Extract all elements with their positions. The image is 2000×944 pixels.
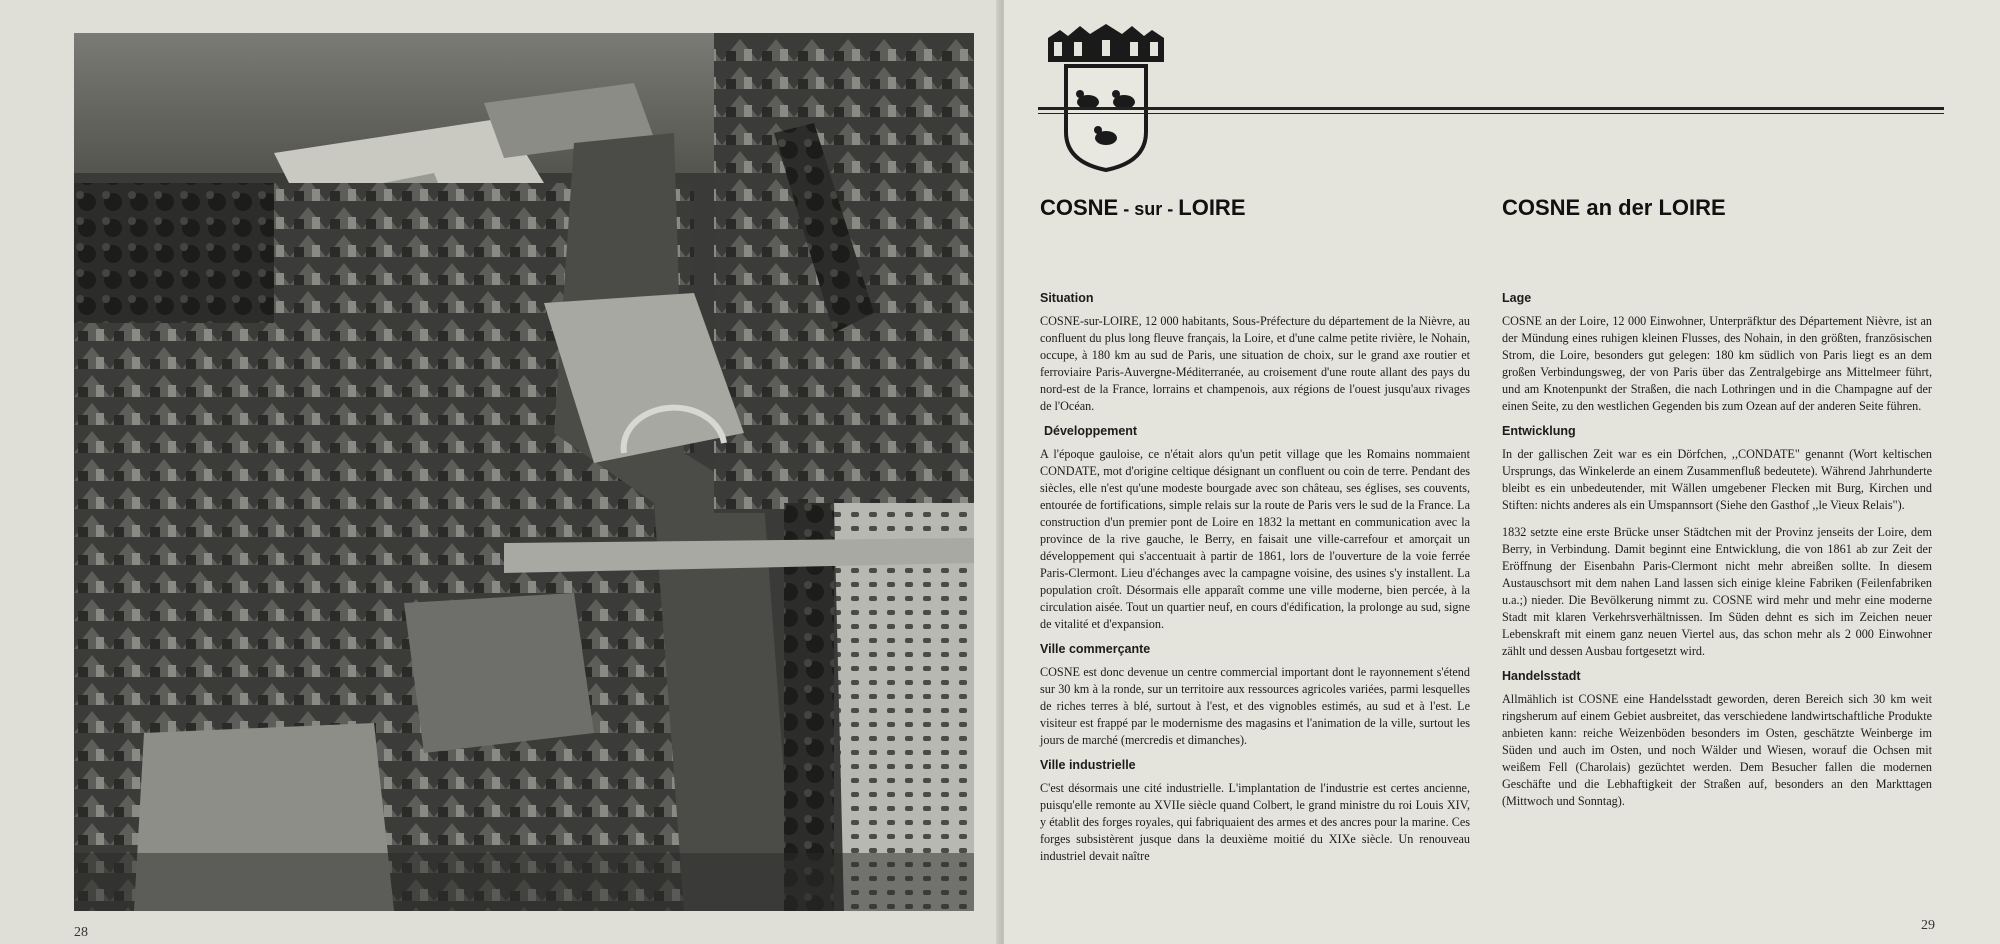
section-heading: Situation xyxy=(1040,291,1094,305)
paragraph: COSNE an der Loire, 12 000 Einwohner, Unterpräfktur des Département Nièvre, ist an der Mündung eines ruhigen kleinen Flusses, des Nohain, in den größten, französischen Strom, die Loire, besonders gut gelegen: 180 km südlich von Paris liegt es an dem großen Verbindungsweg, der von Paris über das Zentralgebirge ans Mittelmeer führt, und am Knotenpunkt der Straßen, die nach Lothringen und in die Champagne auf der einen Seite, zu den westlichen Gegenden bis zum Ozean auf der anderen Seite führen. xyxy=(1502,314,1932,413)
section-heading: Ville industrielle xyxy=(1040,758,1136,772)
title-separator: - xyxy=(1118,199,1135,219)
paragraph: C'est désormais une cité industrielle. L'implantation de l'industrie est certes ancienne, puisqu'elle remonte au XVIIe siècle quand Colbert, le grand ministre du roi Louis XIV, y établit des forges royales, qui fabriquaient des armes et des ancres pour la marine. Ces forges subsistèrent jusque dans la deuxième moitié du XIXe siècle. Un renouveau industriel devait naître xyxy=(1040,781,1470,863)
coat-of-arms-icon xyxy=(1040,22,1172,174)
section-heading: Ville commerçante xyxy=(1040,642,1151,656)
header-rule-thin xyxy=(1038,113,1944,114)
french-column xyxy=(1040,290,1470,873)
german-column xyxy=(1502,290,1932,818)
title-loire: LOIRE xyxy=(1178,195,1246,220)
aerial-photo xyxy=(74,33,974,911)
page-number-right: 29 xyxy=(1921,918,1935,933)
paragraph: 1832 setzte eine erste Brücke unser Städtchen mit der Provinz jenseits der Loire, dem Berry, in Verbindung. Damit beginnt eine Entwicklung, die von 1861 ab zur Zeit der Eröffnung der Eisenbahn Paris-Clermont nicht mehr abreißen sollte. In diesem Austauschsort mit dem nahen Land lassen sich einige kleine Fabriken (Feilenfabriken u.a.;) nieder. Die Bevölkerung nimmt zu. COSNE wird mehr und mehr eine moderne Stadt mit klaren Verkehrsverhältnissen. Im Süden dehnt es sich im Zeichen neuer Lebenskraft mit einem ganz neuen Viertel aus, das schon mehr als 2 000 Einwohner zählt und dessen Ausbau fortgesetzt wird. xyxy=(1502,525,1932,658)
page-number-left: 28 xyxy=(74,925,88,940)
paragraph: COSNE-sur-LOIRE, 12 000 habitants, Sous-Préfecture du département de la Nièvre, au confluent du plus long fleuve français, la Loire, et d'une calme petite rivière, le Nohain, occupe, à 180 km au sud de Paris, une situation de choix, sur le grand axe routier et ferroviaire Paris-Auvergne-Méditerranée, au croisement d'une route allant des pays du nord-est de la France, lorrains et champenois, aux régions de l'ouest jusqu'aux rivages de l'Océan. xyxy=(1040,314,1470,413)
section-heading: Handelsstadt xyxy=(1502,669,1581,683)
paragraph: A l'époque gauloise, ce n'était alors qu'un petit village que les Romains nommaient CONDATE, mot d'origine celtique désignant un confluent ou coin de terre. Pendant des siècles, elle n'est qu'une modeste bourgade avec son château, ses églises, ses couvents, entourée de fortifications, simple relais sur la route de Paris vers le sud de la France. La construction d'un premier pont de Loire en 1832 la mettant en communication avec la province de la rive gauche, le Berry, en faisait une ville-carrefour et amorçait un développement qui s'accentuait à partir de 1861, lors de l'ouverture de la voie ferrée Paris-Clermont. Lieu d'échanges avec la campagne voisine, des usines s'y installent. La population croît. Désormais elle apparaît comme une ville moderne, bien percée, à la circulation aisée. Tout un quartier neuf, en cours d'édification, la prolonge au sud, signe de vitalité et d'expansion. xyxy=(1040,447,1470,631)
title-sur: sur xyxy=(1134,199,1163,219)
french-title xyxy=(1040,195,1246,221)
section-heading: Lage xyxy=(1502,291,1532,305)
section-heading: Entwicklung xyxy=(1502,424,1576,438)
paragraph: In der gallischen Zeit war es ein Dörfchen, ,,CONDATE" genannt (Wort keltischen Ursprungs, das Winkelerde an einem Zusammenfluß bedeutete). Während Jahrhunderte bleibt es ein unbedeutender, mit Wällen umgebener Flecken mit Burg, Kirchen und Stiften: nichts anderes als ein Umspannsort (Siehe den Gasthof ,,le Vieux Relais"). xyxy=(1502,447,1932,512)
german-title: COSNE an der LOIRE xyxy=(1502,195,1726,220)
title-separator: - xyxy=(1162,199,1179,219)
title-cosne: COSNE xyxy=(1040,195,1119,220)
paragraph: Allmählich ist COSNE eine Handelsstadt geworden, deren Bereich sich 30 km weit ringsherum auf einem Gebiet ausbreitet, das verschiedene landwirtschaftliche Produkte anbieten kann: reiche Weizenböden besonders im Osten, geschätzte Weinberge im Süden und auch im Osten, und noch Wälder und Wiesen, worauf die Ochsen mit weißem Fell (Charolais) gezüchtet werden. Dem Besucher fallen die modernen Geschäfte und die Lebhaftigkeit der Straßen auf, besonders an den Markttagen (Mittwoch und Sonntag). xyxy=(1502,692,1932,808)
header-rule xyxy=(1038,107,1944,110)
paragraph: COSNE est donc devenue un centre commercial important dont le rayonnement s'étend sur 30 km à la ronde, sur un territoire aux ressources agricoles variées, parmi lesquelles de riches terres à blé, surtout à l'est, et des vignobles estimés, au sud et à l'est. Le visiteur est frappé par le modernisme des magasins et l'animation de la ville, surtout les jours de marché (mercredis et dimanches). xyxy=(1040,665,1470,747)
section-heading: Développement xyxy=(1044,424,1138,438)
